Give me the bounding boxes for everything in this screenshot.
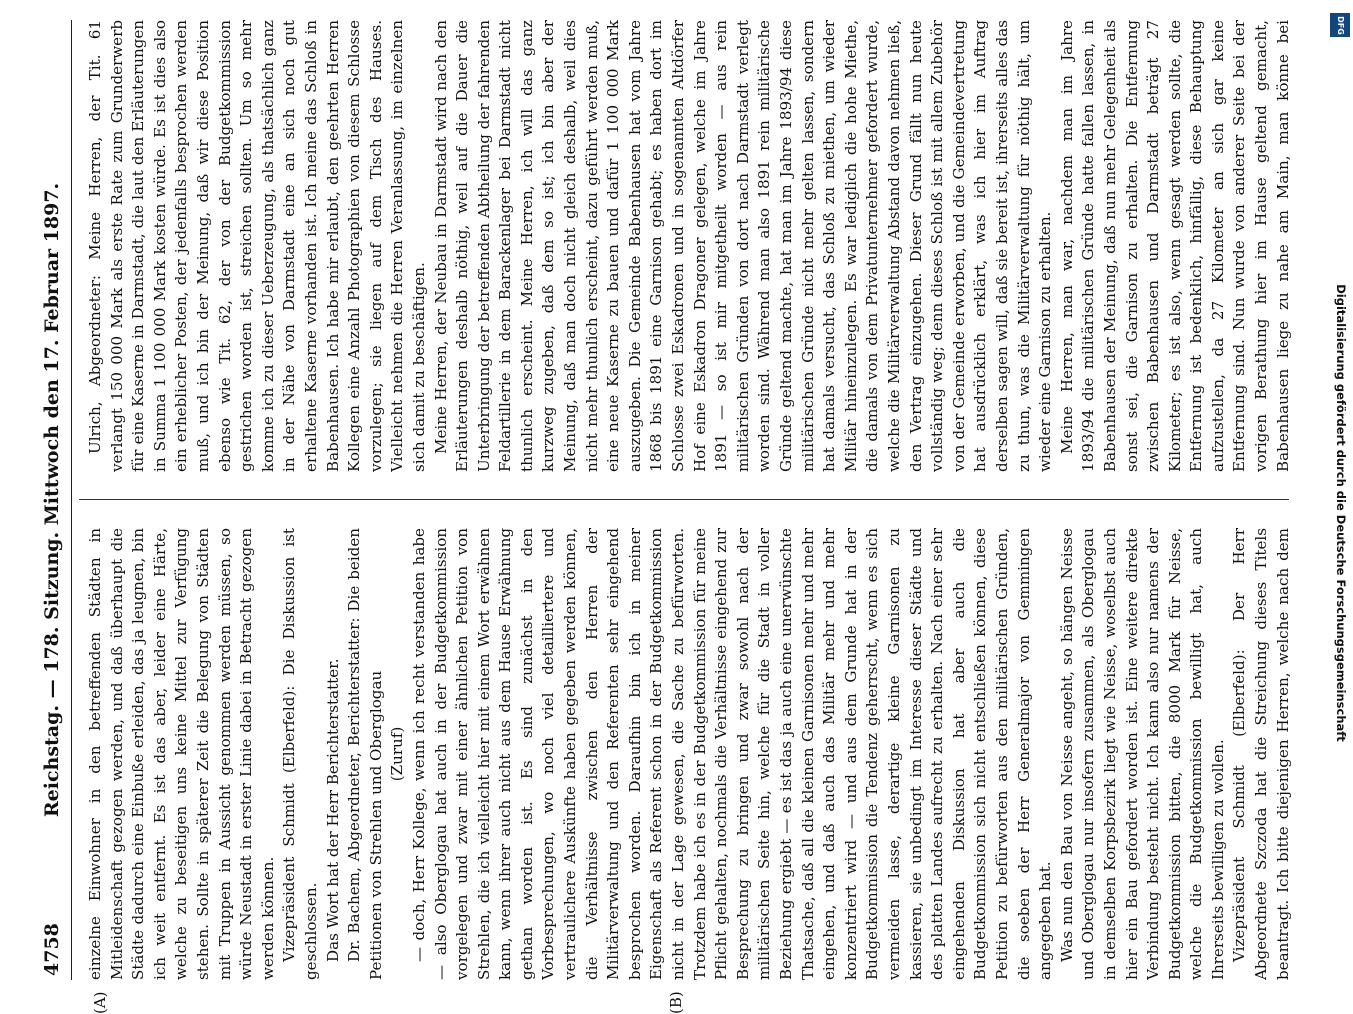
- paragraph: — doch, Herr Kollege, wenn ich recht verstanden habe — also Oberglogau hat auch in der Budgetkommission vorgelegen und zwar mit einer ähnlichen Petition von Strehlen, die ich vielleicht hier mit einem Wort erwähnen kann, wenn ihrer auch nicht aus dem Hause Erwähnung gethan worden ist. Es sind zunächst in den Vorbesprechungen, wo noch viel detailliertere und vertraulichere Auskünfte haben gegeben werden können, die Verhältnisse zwischen den Herren der Militärverwaltung und den Referenten sehr eingehend besprochen worden. Daraufhin bin ich in meiner Eigenschaft als Referent schon in der Budgetkommission nicht in der Lage gewesen, die Sache zu befürworten. Trotzdem habe ich es in der Budgetkommission für meine Pflicht gehalten, nochmals die Verhältnisse eingehend zur Besprechung zu bringen und zwar sowohl nach der militärischen Seite hin, welche für die Stadt in voller Beziehung ergiebt — es ist das ja auch eine unerwünschte Thatsache, daß all die kleinen Garnisonen mehr und mehr eingehen, und daß auch das Militär mehr und mehr konzentriert wird — und aus dem Grunde hat in der Budgetkommission die Tendenz geherrscht, wenn es sich vermeiden lasse, derartige kleine Garnisonen zu kassieren, sie unbedingt im Interesse dieser Städte und des platten Landes aufrecht zu erhalten. Nach einer sehr eingehenden Diskussion hat aber auch die Budgetkommission sich nicht entschließen können, diese Petition zu befürworten aus den militärischen Gründen, die soeben der Herr Generalmajor von Gemmingen angegeben hat.: [409, 528, 1054, 980]
- right-column: [85, 20, 1295, 472]
- digitization-credit: Digitalisierung gefördert durch die Deutsche Forschungsgemeinschaft: [1334, 284, 1348, 742]
- column-divider: [79, 499, 1289, 500]
- margin-mark-b: (B): [666, 991, 685, 1014]
- dfg-logo-text: DFG: [1335, 15, 1345, 35]
- paragraph: Meine Herren, man war, nachdem man im Jahre 1893/94 die militärischen Gründe hatte fallen lassen, in Babenhausen der Meinung, daß nun mehr Gelegenheit als sonst sei, die Garnison zu erhalten. Die Entfernung zwischen Babenhausen und Darmstadt beträgt 27 Kilometer; es ist also, wenn gesagt werden sollte, die Entfernung ist bedenklich, hinfällig, diese Behauptung aufzustellen, da 27 Kilometer an sich gar keine Entfernung sind. Nun wurde von anderer Seite bei der vorigen Berathung hier im Hause geltend gemacht, Babenhausen liege zu nahe am Main, man könne bei: [1057, 20, 1292, 472]
- header-rule: [71, 20, 72, 980]
- paragraph: Das Wort hat der Herr Berichterstatter.: [323, 658, 342, 962]
- page-number: 4758: [40, 923, 63, 976]
- paragraph: Meine Herren, der Neubau in Darmstadt wird nach den Erläuterungen deshalb nöthig, weil auf die Dauer die Unterbringung der betreffenden Abtheilung der fahrenden Feldartillerie in dem Barackenlager bei Darmstadt nicht thunlich erscheint. Meine Herren, ich will das ganz kurzweg zugeben, daß dem so ist; ich bin aber der Meinung, daß man doch nicht gleich deshalb, weil dies nicht mehr thunlich erscheint, dazu geführt werden muß, eine neue Kaserne zu bauen und dafür 1 100 000 Mark auszugeben. Die Gemeinde Babenhausen hat vom Jahre 1868 bis 1891 eine Garnison gehabt; es haben dort im Schlosse zwei Eskadronen und in sogenannten Altdörfer Hof eine Eskadron Dragoner gelegen, welche im Jahre 1891 — so ist mir mitgetheilt worden — aus rein militärischen Gründen von dort nach Darmstadt verlegt worden sind. Während man also 1891 rein militärische Gründe geltend machte, hat man im Jahre 1893/94 diese militärischen Gründe nicht mehr gelten lassen, sondern hat damals versucht, das Schloß zu miethen, um wieder Militär hineinzulegen. Es war lediglich die hohe Miethe, die damals von dem Privatunternehmer gefordert wurde, welche die Militärverwaltung Abstand davon nehmen ließ, den Vertrag einzugehen. Dieser Grund fällt nun heute vollständig weg; denn dieses Schloß ist mit allem Zubehör von der Gemeinde erworben, und die Gemeindevertretung hat ausdrücklich erklärt, was ich hier im Auftrag derselben sagen will, daß sie bereit ist, ihrerseits alles das zu thun, was die Militärverwaltung für nöthig hält, um wieder eine Garnison zu erhalten.: [431, 20, 1054, 472]
- paragraph: einzelne Einwohner in den betreffenden Städten in Mitleidenschaft gezogen werden, und daß überhaupt die Städte dadurch eine Einbuße erleiden, das ja leugnen, bin ich weit entfernt. Es ist das aber, leider eine Härte, welche zu beseitigen uns keine Mittel zur Verfügung stehen. Sollte in späterer Zeit die Belegung von Städten mit Truppen in Aussicht genommen werden müssen, so würde Neustadt in erster Linie dabei in Betracht gezogen werden können.: [85, 528, 277, 980]
- margin-mark-a: (A): [90, 991, 109, 1014]
- paragraph: Vizepräsident Schmidt (Elberfeld): Die Diskussion ist geschlossen.: [279, 528, 320, 980]
- paragraph: Ulrich, Abgeordneter: Meine Herren, der Tit. 61 verlangt 150 000 Mark als erste Rate zum Grunderwerb für eine Kaserne in Darmstadt, die laut den Erläuterungen in Summa 1 100 000 Mark kosten würde. Es ist dies also ein erheblicher Posten, der jedenfalls besprochen werden muß, und ich bin der Meinung, daß wir diese Position ebenso wie Tit. 62, der von der Budgetkommission gestrichen worden ist, streichen sollten. Um so mehr komme ich zu dieser Ueberzeugung, als thatsächlich ganz in der Nähe von Darmstadt eine an sich noch gut erhaltene Kaserne vorhanden ist. Ich meine das Schloß in Babenhausen. Ich habe mir erlaubt, den geehrten Herren Kollegen eine Anzahl Photographien von diesem Schlosse vorzulegen; sie liegen auf dem Tisch des Hauses. Vielleicht nehmen die Herren Veranlassung, im einzelnen sich damit zu beschäftigen.: [85, 20, 428, 472]
- paragraph: Vizepräsident Schmidt (Elberfeld): Der Herr Abgeordnete Szczoda hat die Streichung dieses Titels beantragt. Ich bitte diejenigen Herren, welche nach dem: [1229, 528, 1292, 980]
- document-page: [27, 20, 1327, 1014]
- digitization-strip: [1327, 8, 1353, 998]
- interjection: (Zuruf): [387, 726, 406, 782]
- left-column: [85, 528, 1295, 980]
- paragraph: Dr. Bachem, Abgeordneter, Berichterstatter: Die beiden Petitionen von Strehlen und Oberglogau: [344, 528, 385, 980]
- paragraph: Was nun den Bau von Neisse angeht, so hängen Neisse und Oberglogau nur insofern zusammen, als Oberglogau in demselben Korpsbezirk liegt wie Neisse, woselbst auch hier ein Bau gefordert worden ist. Eine weitere direkte Verbindung besteht nicht. Ich kann also nur namens der Budgetkommission bitten, die 8000 Mark für Neisse, welche die Budgetkommission bewilligt hat, auch Ihrerseits bewilligen zu wollen.: [1057, 528, 1227, 980]
- page-title: Reichstag. — 178. Sitzung. Mittwoch den 17. Februar 1897.: [40, 182, 63, 818]
